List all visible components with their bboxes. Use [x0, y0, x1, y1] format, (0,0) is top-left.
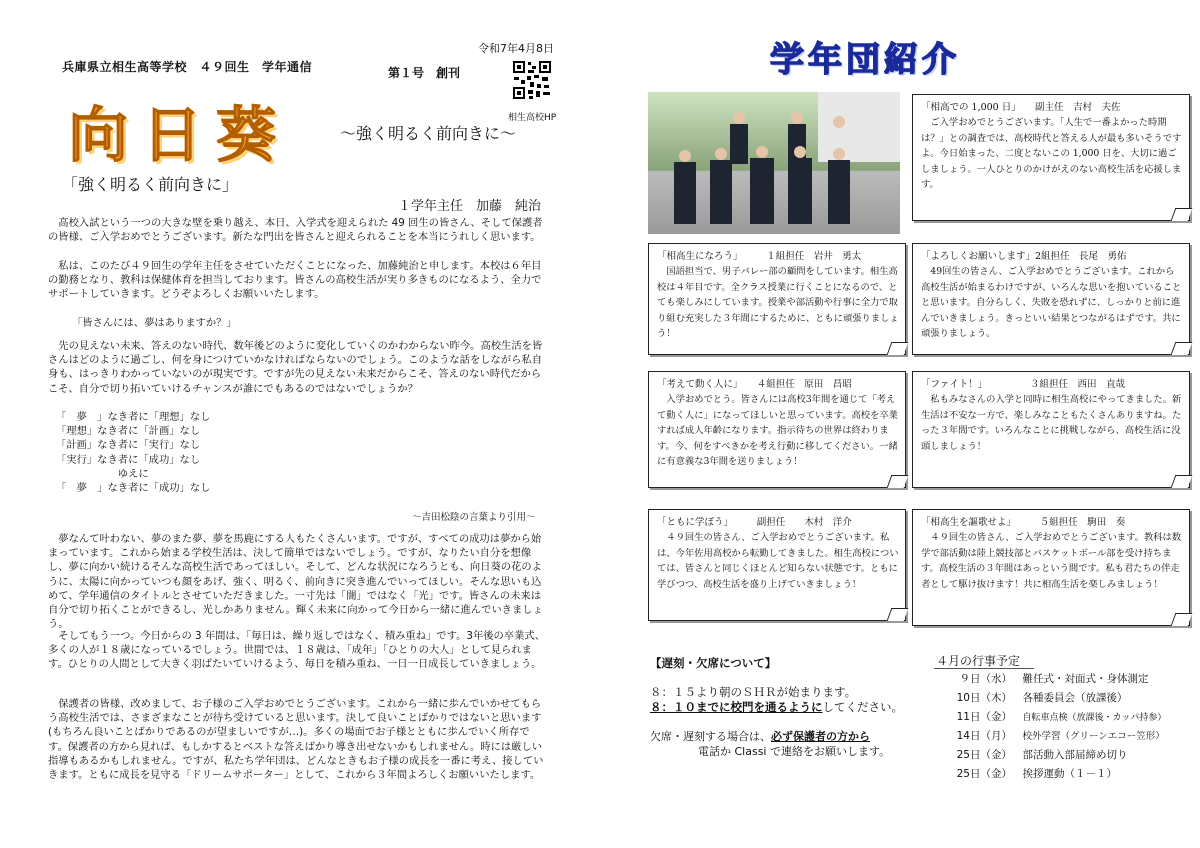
notice-line	[650, 728, 870, 744]
article-paragraph: 高校入試という一つの大きな壁を乗り越え、本日、入学式を迎えられた 49 回生の皆さん、そして保護者の皆様、ご入学おめでとうございます。新たな門出を皆さんと迎えられることを本当にうれしく思います。	[48, 217, 543, 244]
event-row: ９日（水） 難任式・対面式・身体測定	[959, 673, 1149, 685]
folded-corner	[1171, 613, 1193, 626]
staff-card-body: 国語担当で、男子バレー部の顧問をしています。相生高校は４年目です。全クラス授業に行くことになるので、とても楽しみにしています。授業や部活動や行事に全力で取り組む充実した３年間にするために、ともに頑張りましょう！	[657, 266, 899, 339]
staff-card-title: 「ともに学ぼう」 副担任 木村 洋介	[657, 517, 852, 528]
article-author: １学年主任 加藤 純治	[398, 199, 542, 214]
article-paragraph: 先の見えない未来、答えのない時代、数年後どのように変化していくのかわからない昨今。高校生活を皆さんはどのように過ごし、何を身につけていかなければならないのでしょう。このような話をしながら私自身も、はっきりわかっていないのが現実です。ですが先の見えない未来だからこそ、答えのない時代だからこそ、自分で切り拓いていけるチャンスが誰にでもあるのではないでしょうか？	[48, 340, 543, 395]
newsletter-subtitle: ～強く明るく前向きに～	[340, 124, 517, 143]
folded-corner	[1171, 475, 1193, 488]
event-row: 25日（金） 挨拶運動（１－１）	[956, 768, 1117, 780]
school-name: 兵庫県立相生高等学校 ４９回生 学年通信	[62, 60, 313, 74]
folded-corner	[1171, 208, 1193, 221]
staff-card-body: 入学おめでとう。皆さんには高校3年間を通じて「考えて動く人に」になってほしいと思っています。高校を卒業すれば成人年齢になります。指示待ちの世界は終わります。今、何をすべきかを考え行動に移してください。一緒に有意義な3年間を送りましょう！	[657, 394, 898, 467]
quote-line: 「 夢 」なき者に「成功」なし	[56, 482, 211, 495]
attendance-notice-title: 【遅刻・欠席について】	[650, 656, 777, 670]
issue-number: 第１号 創刊	[388, 66, 461, 80]
staff-photo	[648, 92, 900, 234]
notice-emphasis: ８：１０までに校門を通るように	[650, 700, 823, 714]
events-title-underline	[934, 668, 1034, 669]
staff-card-body: 私もみなさんの入学と同時に相生高校にやってきました。新生活は不安な一方で、楽しみなこともたくさんありますね。たった３年間です。いろんなことに挑戦しながら、高校生活に没頭しましょう！	[921, 394, 1182, 452]
article-heading: 「強く明るく前向きに」	[62, 175, 239, 194]
staff-card-body: ご入学おめでとうございます。「人生で一番よかった時期は？」との調査では、高校時代と答える人が最も多いそうですよ。今日始まった、二度とないこの 1,000 日を、大切に過ごしましょう。一人ひとりのかけがえのない高校生活を応援します。	[921, 117, 1182, 190]
newsletter-logo: 向日葵	[68, 101, 290, 171]
events-title: ４月の行事予定	[936, 654, 1021, 668]
staff-card	[648, 509, 906, 621]
folded-corner	[1171, 342, 1193, 355]
staff-card-title: 「よろしくお願いします」2組担任 長尾 勇佑	[921, 251, 1127, 262]
qr-label: 相生高校HP	[508, 113, 557, 123]
quote-line: 「実行」なき者に「成功」なし	[56, 453, 201, 466]
article-paragraph: 夢なんて叶わない、夢のまた夢、夢を馬鹿にする人もたくさんいます。ですが、すべての成功は夢から始まっています。これから始まる学校生活は、決して簡単ではないでしょう。ですが、なりたい自分を想像し、夢に向かい続けるそんな高校生活であってほしい。そして、どんな状況になろうとも、向日葵の花のように、太陽に向かっていつも顔をあげ、強く、明るく、前向きに突き進んでいってほしい。そんな思いも込めて、学年通信のタイトルとさせていただきました。一寸先は「闇」ではなく「光」です。皆さんの未来は自分で切り拓くことができるし、光しかありません。輝く未来に向かって今日から一緒に進んでいきましょう。	[48, 533, 543, 631]
folded-corner	[887, 608, 909, 621]
staff-card-title: 「相高生を謳歌せよ」 ５組担任 駒田 奏	[921, 517, 1126, 528]
notice-line: ８：１５より朝のＳＨＲが始まります。	[650, 685, 857, 699]
staff-intro-title: 学年団紹介	[770, 40, 960, 80]
event-row: 14日（月） 校外学習（グリーンエコー笠形）	[956, 730, 1165, 742]
staff-card-title: 「相高生になろう」 １組担任 岩井 勇太	[657, 251, 862, 262]
notice-text: してください。	[822, 700, 903, 714]
quote-source: ～吉田松陰の言葉より引用～	[412, 512, 536, 523]
notice-line: 電話か Classi で連絡をお願いします。	[698, 745, 891, 758]
notice-emphasis: 必ず保護者の方から	[771, 730, 870, 743]
staff-card-title: 「ファイト！」 ３組担任 西田 直哉	[921, 379, 1126, 390]
staff-card-body: ４９回生の皆さん、ご入学おめでとうございます。教科は数学で部活動は陸上競技部とバスケットボール部を受け持ちます。高校生活の３年間はあっという間です。私も君たちの伴走者として駆け抜けます！共に相高生活を楽しみましょう！	[921, 532, 1182, 590]
staff-card	[912, 371, 1190, 488]
quote-line: 「 夢 」なき者に「理想」なし	[56, 411, 211, 423]
staff-card	[912, 509, 1190, 626]
event-list	[940, 671, 1166, 785]
staff-card	[912, 94, 1190, 221]
article-paragraph: そしてもう一つ。今日からの 3 年間は、「毎日は、繰り返しではなく、積み重ね」です。3年後の卒業式、多くの人が１８歳になっているでしょう。世間では、１８歳は、「成年」「ひとりの大人」として見られます。ひとりの人間として大きく羽ばたいていけるよう、毎日を積み重ね、一日一日成長していきましょう。	[48, 630, 546, 671]
notice-line	[650, 699, 903, 715]
quote-line: 「計画」なき者に「実行」なし	[56, 439, 201, 452]
staff-card-body: 49回生の皆さん、ご入学おめでとうございます。これから高校生活が始まるわけですが、いろんな思いを抱いていることと思います。自分らしく、失敗を恐れずに、しっかりと前に進んでいきましょう。きっといい結果とつながるはずです。共に頑張りましょう。	[921, 266, 1182, 339]
folded-corner	[887, 342, 909, 355]
staff-card-title: 「考えて動く人に」 ４組担任 原田 昌昭	[657, 379, 852, 390]
article-paragraph: 私は、このたび４９回生の学年主任をさせていただくことになった、加藤純治と申します。本校は６年目の勤務となり、教科は保健体育を担当しております。皆さんの高校生活が実り多きものになるよう、全力でサポートしていきます。どうぞよろしくお願いいたします。	[48, 260, 542, 301]
folded-corner	[887, 475, 909, 488]
staff-card	[648, 371, 906, 488]
event-row: 10日（木） 各種委員会（放課後）	[956, 692, 1128, 704]
issue-date: 令和7年4月8日	[478, 42, 554, 55]
staff-card	[912, 243, 1190, 355]
quote-line: 「理想」なき者に「計画」なし	[56, 425, 201, 438]
staff-card	[648, 243, 906, 355]
event-row: 11日（金） 自転車点検（放課後・カッパ持参）	[956, 711, 1167, 723]
staff-card-body: ４９回生の皆さん、ご入学おめでとうございます。私は、今年佐用高校から転勤してきました。相生高校については、皆さんと同じくほとんど知らない状態です。ともに学びつつ、高校生活を盛り上げていきましょう！	[657, 532, 899, 590]
event-row: 25日（金） 部活動入部届締め切り	[956, 749, 1128, 761]
article-paragraph: 保護者の皆様、改めまして、お子様のご入学おめでとうございます。これから一緒に歩んでいかせてもらう高校生活では、さまざまなことが待ち受けていると思います。決して良いことばかりではないと思います(もちろん良いことばかりであるのが望ましいですが…)。多くの場面でお子様とともに歩んでいく所存です。保護者の方から見れば、もしかするとベストな答えばかり導き出せないかもしれません。時には厳しい指導もあるかもしれません。ですが、私たち学年団は、どんなときもお子様の成長を一番に考え、接していきます。ともに成長を見守る「ドリームサポーター」として、これから３年間よろしくお願いいたします。	[48, 698, 544, 782]
qr-code-icon[interactable]	[512, 60, 552, 100]
article-question: 「皆さんには、夢はありますか？」	[72, 317, 237, 329]
notice-text: 欠席・遅刻する場合は、	[650, 730, 771, 743]
staff-card-title: 「相高での 1,000 日」 副主任 吉村 夫佐	[921, 102, 1121, 113]
quote-line: ゆえに	[56, 467, 149, 480]
quote-block	[56, 410, 256, 495]
